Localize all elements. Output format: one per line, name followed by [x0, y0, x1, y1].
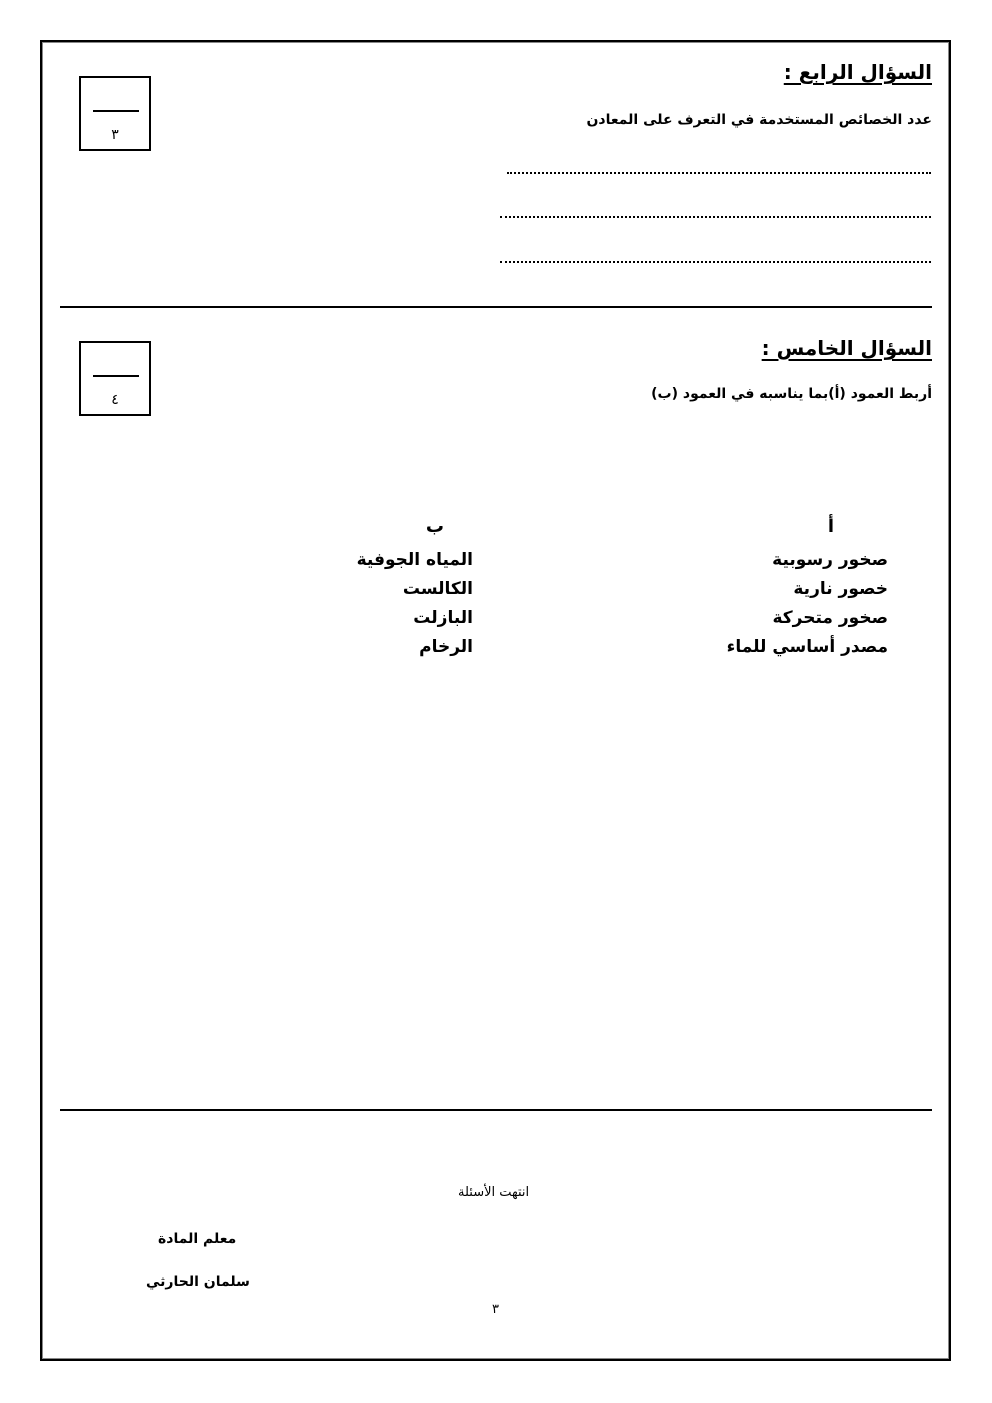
column-a — [727, 546, 888, 662]
column-b — [357, 546, 473, 662]
section-divider-1 — [60, 306, 932, 308]
column-a-item[interactable]: صخور متحركة — [772, 608, 888, 628]
question-4-title: السؤال الرابع : — [783, 60, 932, 84]
column-b-item[interactable]: المياه الجوفية — [356, 550, 473, 570]
teacher-label: معلم المادة — [158, 1231, 237, 1247]
column-b-header: ب — [425, 516, 444, 537]
column-b-item[interactable]: الرخام — [419, 637, 473, 657]
section-divider-2 — [60, 1109, 932, 1111]
teacher-name: سلمان الحارثي — [146, 1274, 250, 1290]
question-5-title: السؤال الخامس : — [761, 336, 932, 360]
score-box-q4 — [79, 76, 151, 151]
column-b-item[interactable]: البازلت — [413, 608, 473, 628]
score-value: ٣ — [111, 127, 119, 143]
score-line — [93, 110, 139, 112]
answer-line-1[interactable] — [507, 172, 931, 174]
score-box-q5 — [79, 341, 151, 416]
column-b-item[interactable]: الكالست — [402, 579, 473, 599]
answer-line-2[interactable] — [500, 216, 931, 218]
column-a-item[interactable]: مصدر أساسي للماء — [726, 637, 888, 657]
column-a-item[interactable]: خصور نارية — [793, 579, 888, 599]
question-5-prompt: أربط العمود (أ)بما يناسبه في العمود (ب) — [651, 386, 932, 402]
score-value: ٤ — [111, 392, 119, 408]
answer-line-3[interactable] — [500, 261, 931, 263]
column-a-header: أ — [827, 516, 834, 537]
column-a-item[interactable]: صخور رسوبية — [772, 550, 888, 570]
page-number: ٣ — [492, 1302, 499, 1317]
end-of-questions: انتهت الأسئلة — [458, 1185, 530, 1200]
page-border — [40, 40, 951, 1361]
score-line — [93, 375, 139, 377]
question-4-prompt: عدد الخصائص المستخدمة في التعرف على المعادن — [586, 112, 932, 128]
